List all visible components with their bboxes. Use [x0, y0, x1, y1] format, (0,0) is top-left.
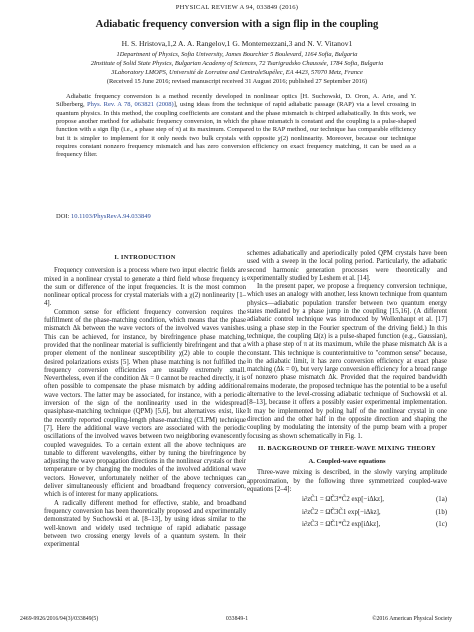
subsection-heading-coupled-wave: A. Coupled-wave equations: [308, 458, 386, 466]
intro-paragraph-3: A radically different method for effective, stable, and broadband frequency conversion has been theoretically proposed and experimentally demonstrated by Suchowski et al. [8–13], by using ideas similar to the well-known and widely used technique of rapid adiabatic passage between two crossing energy levels of a quantum system. In their experimental: [44, 499, 246, 549]
doi-link[interactable]: 10.1103/PhysRevA.94.033849: [70, 213, 151, 220]
intro-paragraph-1: Frequency conversion is a process where two input electric fields are mixed in a nonlinear crystal to generate a third field whose frequency is the sum or difference of the input frequencies. It is the most common nonlinear optical process for crystal materials with a χ(2) nonlinearity [1–4].: [44, 267, 246, 308]
equation-1a-body: i∂zC̃1 = Ω̃C̃3*C̃2 exp[−iΔkz],: [302, 496, 384, 504]
footer-copyright: ©2016 American Physical Society: [372, 616, 452, 622]
doi-label: DOI:: [56, 213, 71, 220]
right-paragraph-1: schemes adiabatically and aperiodically poled QPM crystals have been used with a sweep in the local poling period. Particularly, the adiabatic second harmonic generation processes were theoretically and experimentally studied by Leshem et al. [14].: [247, 250, 447, 282]
journal-header: PHYSICAL REVIEW A 94, 033849 (2016): [175, 4, 299, 11]
equation-1a-number: (1a): [436, 496, 447, 504]
equation-1b-body: i∂zC̃2 = Ω̃C̃3C̃1 exp[−iΔkz],: [302, 508, 381, 516]
footer-issn: 2469-9926/2016/94(3)/033849(5): [20, 616, 99, 622]
equation-1b-number: (1b): [435, 508, 447, 516]
author-list: H. S. Hristova,1,2 A. A. Rangelov,1 G. Montemezzani,3 and N. V. Vitanov1: [121, 39, 353, 48]
right-paragraph-2: In the present paper, we propose a frequency conversion technique, which uses an analogy with another, less known technique from quantum physics—adiabatic population transfer between two quantum energy states mediated by a phase jump in the coupling [15,16]. (A different adiabatic control technique was introduced by Wollenhaupt et al. [17] using a phase step in the Fourier spectrum of the driving field.) In this technique, the coupling Ω(z) is a pulse-shaped function (e.g., Gaussian), with a phase step of π at its maximum, while the phase mismatch Δk is a constant. This technique is counterintuitive to "common sense" because, in the adiabatic limit, it has zero conversion efficiency at exact phase matching (Δk = 0), but very large conversion efficiency for a broad range of nonzero phase mismatch Δk. Provided that the required bandwidth remains moderate, the proposed technique has the potential to be a useful alternative to the level-crossing adiabatic technique of Suchowski et al. [8–13], because it offers a possibly easier experimental implementation. It may be implemented by poling half of the nonlinear crystal in one direction and the other half in the opposite direction and shaping the coupling by modulating the intensity of the pump beam with a proper focusing as shown schematically in Fig. 1.: [247, 283, 447, 440]
affiliation-2: 2Institute of Solid State Physics, Bulgarian Academy of Sciences, 72 Tsarigradsko Chaussée, 1784 Sofia, Bulgaria: [90, 60, 384, 67]
intro-paragraph-2: Common sense for efficient frequency conversion requires the fulfillment of the phase-matching condition, which means that the phase mismatch Δk between the wave vectors of the involved waves vanishes. This can be achieved, for instance, by birefringence phase matching, provided that the nonlinear material is sufficiently birefringent and that a proper element of the nonlinear susceptibility χ(2) able to couple the desired polarizations exists [5]. When phase matching is not fulfilled the frequency conversion efficiencies are usually extremely small. Nevertheless, even if the condition Δk = 0 cannot be reached directly, it is often possible to compensate the phase mismatch by adding additional wave vectors. The latter may be associated, for instance, with a periodic inversion of the sign of the nonlinearity used in the widespread quasiphase-matching technique (QPM) [5,6], but alternatives exist, like the recently reported coupling-length phase-matching (CLPM) technique [7]. Here the additional wave vectors are associated with the periodic oscillations of the involved waves between two neighboring evanescently coupled waveguides. To a certain extent all the above techniques are tunable to different wavelengths, either by tuning the birefringence by adjusting the wave propagation directions in the nonlinear crystals or their temperature or by changing the modules of the involved additional wave vectors. However, unfortunately neither of the above techniques can deliver simultaneously efficient and broadband frequency conversion, which is of interest for many applications.: [44, 308, 246, 499]
abstract-citation-link[interactable]: Phys. Rev. A 78, 063821 (2008): [86, 101, 174, 109]
right-column: [247, 250, 447, 533]
equation-1c-body: i∂zC̃3 = Ω̃C̃1*C̃2 exp[iΔkz],: [302, 520, 381, 528]
equation-1c: [247, 521, 447, 529]
affiliation-1: 1Department of Physics, Sofia University, James Bourchier 5 Boulevard, 1164 Sofia, Bulgaria: [116, 51, 358, 58]
affiliation-3: 3Laboratory LMOPS, Université de Lorraine and CentraleSupélec, EA 4423, 57070 Metz, France: [111, 69, 363, 76]
equation-1c-number: (1c): [436, 520, 447, 528]
right-paragraph-3: Three-wave mixing is described, in the slowly varying amplitude approximation, by the following three symmetrized coupled-wave equations [2–4]:: [247, 469, 447, 494]
left-column: [44, 250, 246, 549]
footer-page-number: 033849-1: [225, 616, 249, 622]
received-dates: (Received 15 June 2016; revised manuscript received 31 August 2016; published 27 September 2016): [106, 78, 368, 85]
abstract: [56, 93, 416, 160]
abstract-text-2: ], using ideas from the technique of rapid adiabatic passage (RAP) via a level crossing in quantum physics. In this method, the coupling coefficients are constant and the phase mismatch is chirped adiabatically. In this work, we propose another method for adiabatic frequency conversion, in which the phase mismatch is constant and the coupling is a pulse-shaped function with a sign flip (i.e., a phase step of π) at its maximum. Compared to the RAP method, our technique has comparable efficiency but it is simpler to implement for it only needs two bulk crystals with opposite χ(2) nonlinearity. Moreover, because our technique requires constant nonzero frequency mismatch and has zero conversion efficiency on exact frequency matching, it can be used as a frequency filter.: [56, 101, 416, 159]
equation-1b: [247, 509, 447, 517]
paper-title: Adiabatic frequency conversion with a sign flip in the coupling: [95, 19, 379, 30]
equation-1a: [247, 496, 447, 504]
section-heading-background: II. BACKGROUND OF THREE-WAVE MIXING THEORY: [258, 444, 436, 452]
section-heading-introduction: I. INTRODUCTION: [114, 254, 176, 261]
abstract-text-1: Adiabatic frequency conversion is a method recently developed in nonlinear optics [H. Suchowski, D. Oron, A. Arie, and Y. Silberberg,: [56, 93, 416, 109]
doi-line: [56, 213, 416, 220]
